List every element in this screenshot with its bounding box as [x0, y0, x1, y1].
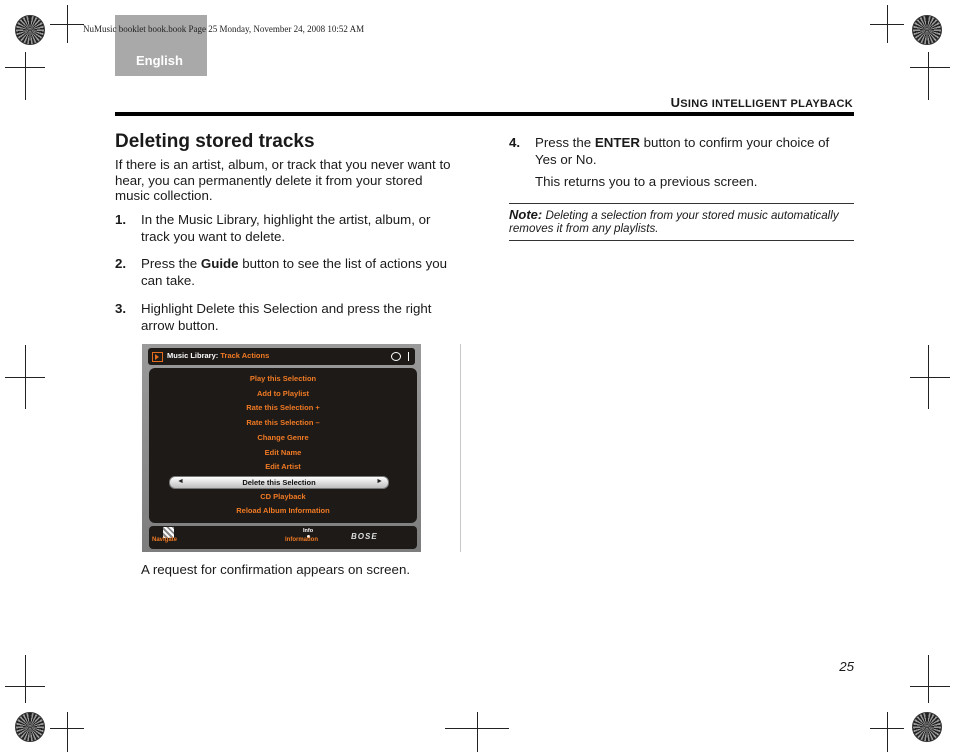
screen-footer — [149, 526, 417, 549]
step-text: In the Music Library, highlight the artist, album, or track you want to delete. — [141, 212, 431, 244]
crop-mark — [67, 712, 68, 752]
step-number: 4. — [509, 135, 521, 150]
crop-mark — [910, 377, 950, 378]
registration-rosette — [912, 712, 942, 742]
page-number: 25 — [839, 659, 854, 674]
step-text: Press the ENTER button to confirm your choice of Yes or No. — [535, 135, 830, 167]
running-head-rest: SING INTELLIGENT PLAYBACK — [680, 98, 853, 110]
crop-mark — [928, 655, 929, 703]
step-number: 3. — [115, 301, 127, 316]
menu-item-selected[interactable] — [169, 476, 389, 489]
step-text: Press the Guide button to see the list of actions you can take. — [141, 256, 448, 288]
step-number: 1. — [115, 212, 127, 227]
returns-text: This returns you to a previous screen. — [535, 174, 758, 189]
crop-mark — [910, 67, 950, 68]
menu-item-label: Delete this Selection — [242, 477, 316, 487]
note — [509, 208, 849, 235]
menu-item[interactable]: Rate this Selection – — [246, 418, 320, 428]
note-rule-top — [509, 203, 854, 204]
registration-rosette — [15, 15, 45, 45]
left-arrow-icon: ◄ — [177, 477, 184, 485]
note-label: Note: — [509, 207, 543, 222]
track-actions-menu — [149, 368, 417, 523]
right-arrow-icon: ► — [376, 477, 383, 485]
crop-mark — [870, 24, 904, 25]
print-slug: NuMusic booklet book.book Page 25 Monday, November 24, 2008 10:52 AM — [83, 24, 365, 34]
tv-screen-capture — [142, 344, 421, 552]
step-4 — [509, 134, 854, 174]
crop-mark — [50, 24, 84, 25]
running-head — [671, 95, 853, 110]
confirmation-text: A request for confirmation appears on screen. — [141, 562, 411, 577]
menu-item[interactable]: Rate this Selection + — [246, 403, 320, 413]
menu-item[interactable]: Play this Selection — [249, 374, 317, 383]
crop-mark — [5, 377, 45, 378]
crop-mark — [445, 728, 509, 729]
crop-mark — [910, 686, 950, 687]
step-2 — [115, 255, 460, 295]
divider-icon — [408, 352, 409, 361]
crop-mark — [25, 655, 26, 703]
enter-keyword: ENTER — [594, 135, 640, 150]
bose-logo: BOSE — [351, 532, 378, 541]
menu-item[interactable]: Add to Playlist — [256, 388, 310, 398]
menu-item[interactable]: CD Playback — [260, 491, 306, 501]
step-text: Highlight Delete this Selection and press the right arrow button. — [141, 301, 432, 333]
step-3 — [115, 300, 460, 340]
menu-item[interactable]: Change Genre — [257, 432, 309, 442]
crop-mark — [50, 728, 84, 729]
registration-rosette — [15, 712, 45, 742]
note-text: Deleting a selection from your stored music automatically removes it from any playlists. — [509, 209, 839, 235]
step-1 — [115, 211, 460, 251]
crop-mark — [25, 52, 26, 100]
section-title: Deleting stored tracks — [115, 131, 315, 152]
screen-title: Music Library: Track Actions — [167, 351, 270, 360]
crop-mark — [870, 728, 904, 729]
information-label: Information — [285, 537, 318, 543]
crop-mark — [928, 52, 929, 100]
menu-item[interactable]: Reload Album Information — [236, 506, 330, 516]
navigate-label: Navigate — [152, 537, 178, 543]
info-icon: Info — [303, 528, 314, 534]
screen-title-bar — [148, 348, 415, 365]
header-rule — [115, 112, 854, 116]
menu-item[interactable]: Edit Name — [264, 447, 302, 457]
crop-mark — [477, 712, 478, 752]
guide-keyword: Guide — [200, 256, 239, 271]
menu-item[interactable]: Edit Artist — [265, 462, 301, 472]
music-library-icon — [152, 352, 163, 362]
power-icon — [391, 352, 401, 361]
note-rule-bottom — [509, 240, 854, 241]
crop-mark — [5, 67, 45, 68]
step-number: 2. — [115, 256, 127, 271]
language-tab-label: English — [136, 53, 183, 68]
running-head-initial: U — [670, 95, 681, 110]
crop-mark — [887, 712, 888, 752]
intro-paragraph: If there is an artist, album, or track that you never want to hear, you can permanently delete it from your stored music collection. — [115, 157, 451, 204]
crop-mark — [5, 686, 45, 687]
registration-rosette — [912, 15, 942, 45]
column-divider — [460, 344, 461, 552]
